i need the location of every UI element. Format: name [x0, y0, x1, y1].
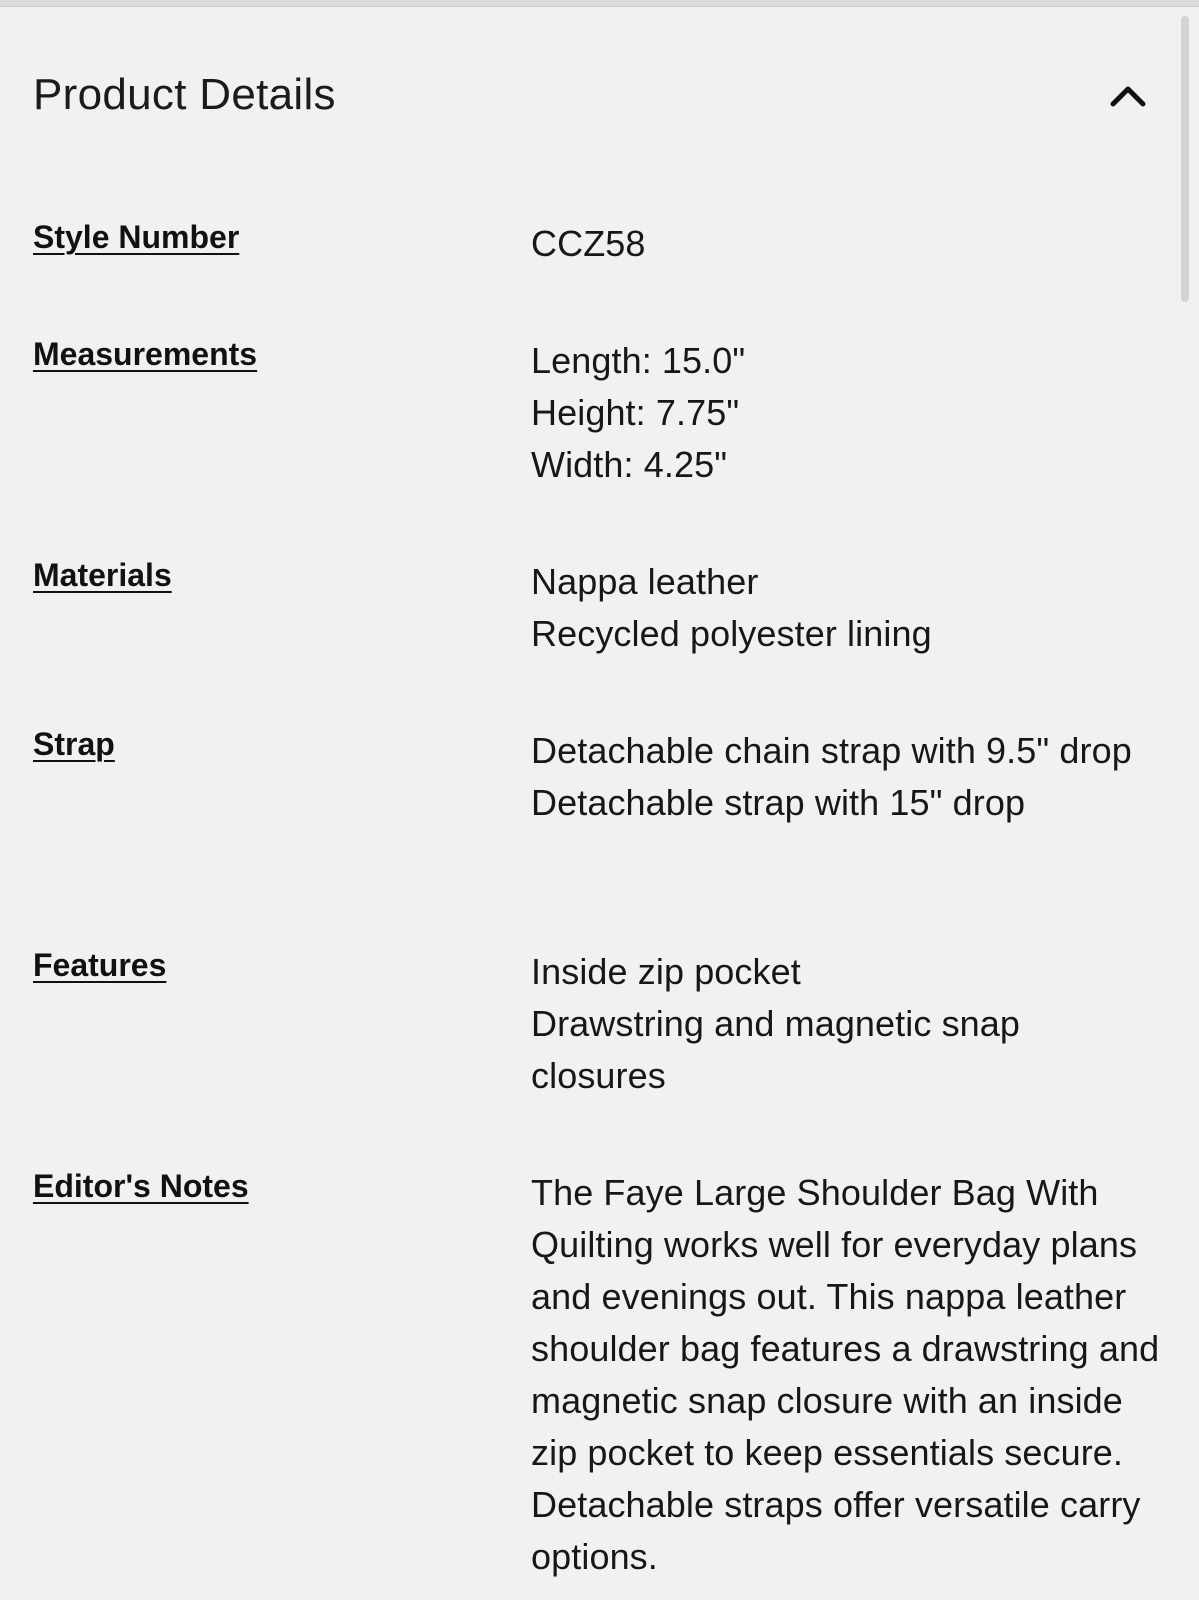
- editors-notes-value: The Faye Large Shoulder Bag With Quilting works well for everyday plans and evenings out. This nappa leather shoulder bag features a drawstring and magnetic snap closure with an inside zip pocket to keep essentials secure. Detachable straps offer versatile carry options.: [531, 1172, 1160, 1577]
- scrollbar[interactable]: [1181, 0, 1193, 300]
- features-label[interactable]: Features: [33, 947, 167, 983]
- strap-line: Detachable strap with 15" drop: [531, 782, 1026, 823]
- product-details-header[interactable]: [33, 62, 1153, 128]
- material-line: Nappa leather: [531, 561, 759, 602]
- strap-line: Detachable chain strap with 9.5" drop: [531, 730, 1132, 771]
- feature-line: Drawstring and magnetic snap closures: [531, 1003, 1021, 1096]
- feature-line: Inside zip pocket: [531, 951, 801, 992]
- strap-value: [531, 725, 1161, 829]
- measurement-length: Length: 15.0": [531, 340, 746, 381]
- features-value: [531, 946, 1161, 1102]
- measurement-height: Height: 7.75": [531, 392, 740, 433]
- measurements-label[interactable]: Measurements: [33, 336, 258, 372]
- materials-value: [531, 556, 1161, 660]
- chevron-up-icon: [1109, 83, 1147, 107]
- collapse-toggle-button[interactable]: [1103, 70, 1153, 120]
- style-number-value: [531, 218, 1161, 270]
- material-line: Recycled polyester lining: [531, 613, 932, 654]
- style-number-line: CCZ58: [531, 223, 646, 264]
- measurement-width: Width: 4.25": [531, 444, 728, 485]
- strap-label[interactable]: Strap: [33, 726, 115, 762]
- section-title: Product Details: [33, 70, 336, 119]
- editors-notes-label[interactable]: Editor's Notes: [33, 1168, 249, 1204]
- scrollbar-thumb[interactable]: [1181, 16, 1189, 302]
- measurements-value: [531, 335, 1161, 491]
- style-number-label[interactable]: Style Number: [33, 219, 240, 255]
- materials-label[interactable]: Materials: [33, 557, 172, 593]
